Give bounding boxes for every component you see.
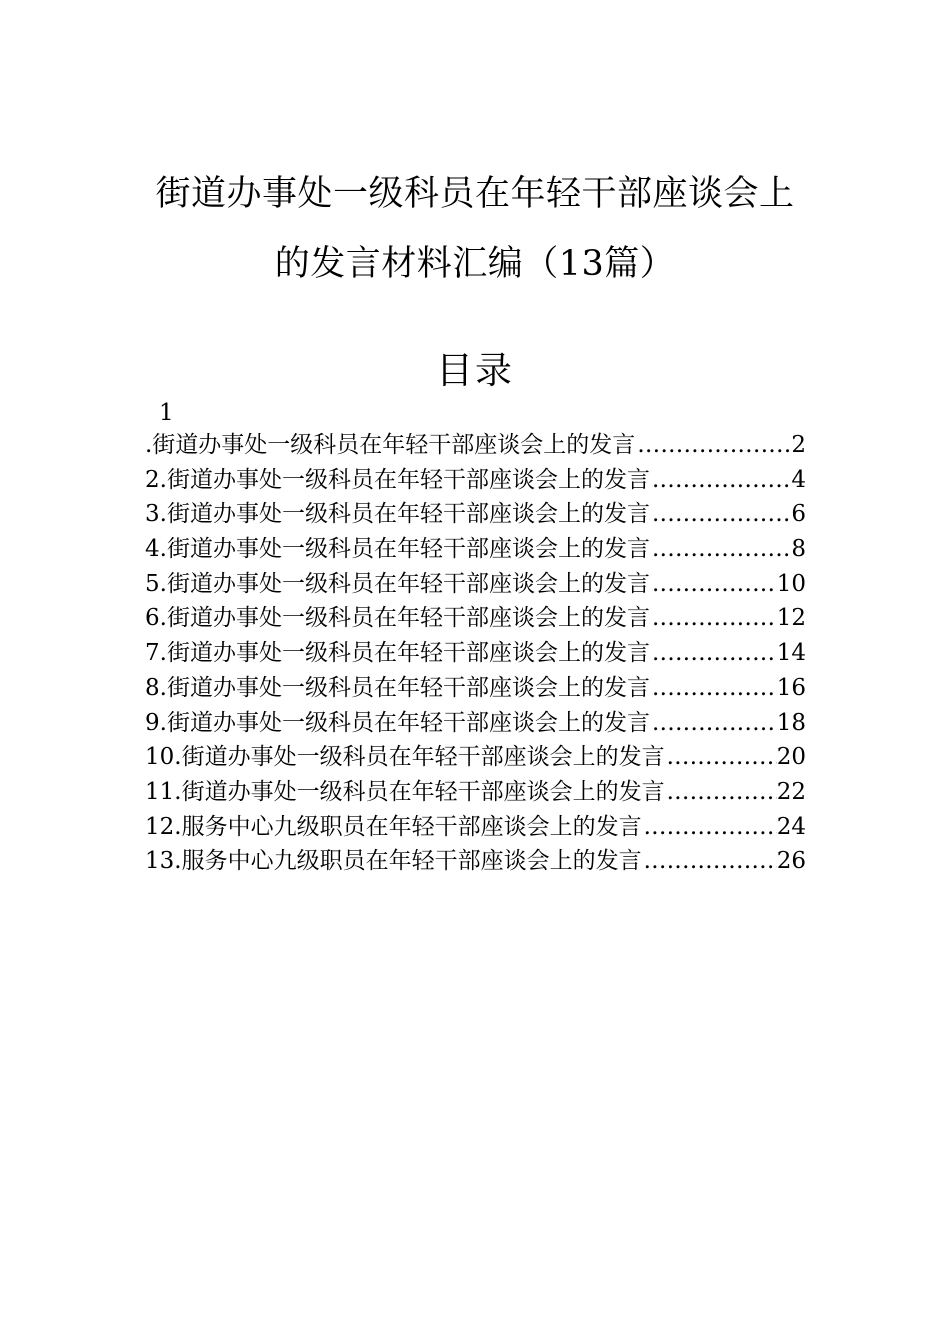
toc-entry[interactable] — [145, 463, 806, 498]
toc-entry[interactable] — [145, 532, 806, 567]
document-title-line-1: 街道办事处一级科员在年轻干部座谈会上 — [155, 174, 795, 214]
toc-entry[interactable] — [145, 706, 806, 741]
toc-entry-title: 6.街道办事处一级科员在年轻干部座谈会上的发言 — [145, 605, 650, 632]
toc-entry-title: .街道办事处一级科员在年轻干部座谈会上的发言 — [145, 432, 636, 458]
toc-entry-title: 4.街道办事处一级科员在年轻干部座谈会上的发言 — [145, 536, 650, 563]
toc-entry-page-number: 22 — [776, 778, 806, 805]
toc-dot-leader — [650, 463, 791, 498]
toc-entry-page-number: 26 — [776, 848, 806, 875]
toc-entry-page-number: 4 — [791, 466, 806, 493]
toc-dot-leader — [665, 740, 777, 775]
toc-entry[interactable] — [145, 844, 806, 879]
toc-dot-leader — [642, 810, 777, 845]
toc-lead-number: 1 — [159, 400, 174, 426]
toc-entry[interactable] — [145, 775, 806, 810]
toc-dot-leader — [650, 706, 777, 741]
toc-entry[interactable] — [145, 567, 806, 602]
toc-entry-title: 3.街道办事处一级科员在年轻干部座谈会上的发言 — [145, 501, 650, 528]
toc-entry[interactable] — [145, 810, 806, 845]
toc-dot-leader — [650, 532, 791, 567]
toc-entry-title: 9.街道办事处一级科员在年轻干部座谈会上的发言 — [145, 709, 650, 736]
toc-entry-page-number: 10 — [776, 570, 806, 597]
toc-dot-leader — [650, 601, 777, 636]
toc-entry-title: 13.服务中心九级职员在年轻干部座谈会上的发言 — [145, 848, 642, 875]
toc-entry-page-number: 12 — [776, 605, 806, 632]
toc-entry-title: 12.服务中心九级职员在年轻干部座谈会上的发言 — [145, 813, 642, 840]
toc-entry-page-number: 20 — [776, 744, 806, 771]
toc-dot-leader — [635, 428, 791, 463]
toc-dot-leader — [650, 636, 777, 671]
toc-entry-title: 8.街道办事处一级科员在年轻干部座谈会上的发言 — [145, 674, 650, 701]
toc-entry-title: 2.街道办事处一级科员在年轻干部座谈会上的发言 — [145, 466, 650, 493]
toc-entry[interactable] — [145, 636, 806, 671]
toc-entry-title: 10.街道办事处一级科员在年轻干部座谈会上的发言 — [145, 744, 665, 771]
toc-entry[interactable] — [145, 428, 806, 463]
toc-entry-title: 7.街道办事处一级科员在年轻干部座谈会上的发言 — [145, 640, 650, 667]
toc-entry-title: 5.街道办事处一级科员在年轻干部座谈会上的发言 — [145, 570, 650, 597]
toc-dot-leader — [642, 844, 777, 879]
toc-entry-page-number: 24 — [776, 813, 806, 840]
toc-entry-title: 11.街道办事处一级科员在年轻干部座谈会上的发言 — [145, 778, 665, 805]
toc-entry-list — [145, 428, 806, 879]
toc-entry[interactable] — [145, 740, 806, 775]
toc-dot-leader — [650, 497, 791, 532]
document-title-line-2: 的发言材料汇编（13篇） — [274, 244, 676, 284]
toc-entry[interactable] — [145, 497, 806, 532]
toc-entry-page-number: 18 — [776, 709, 806, 736]
toc-entry-page-number: 8 — [791, 536, 806, 563]
toc-entry[interactable] — [145, 601, 806, 636]
toc-entry-page-number: 14 — [776, 640, 806, 667]
toc-dot-leader — [650, 567, 777, 602]
table-of-contents — [145, 398, 806, 879]
toc-entry-page-number: 16 — [776, 674, 806, 701]
toc-dot-leader — [650, 671, 777, 706]
toc-entry-page-number: 6 — [791, 501, 806, 528]
toc-dot-leader — [665, 775, 777, 810]
toc-entry[interactable] — [145, 671, 806, 706]
toc-entry-page-number: 2 — [791, 432, 806, 458]
toc-heading: 目录 — [436, 349, 514, 392]
